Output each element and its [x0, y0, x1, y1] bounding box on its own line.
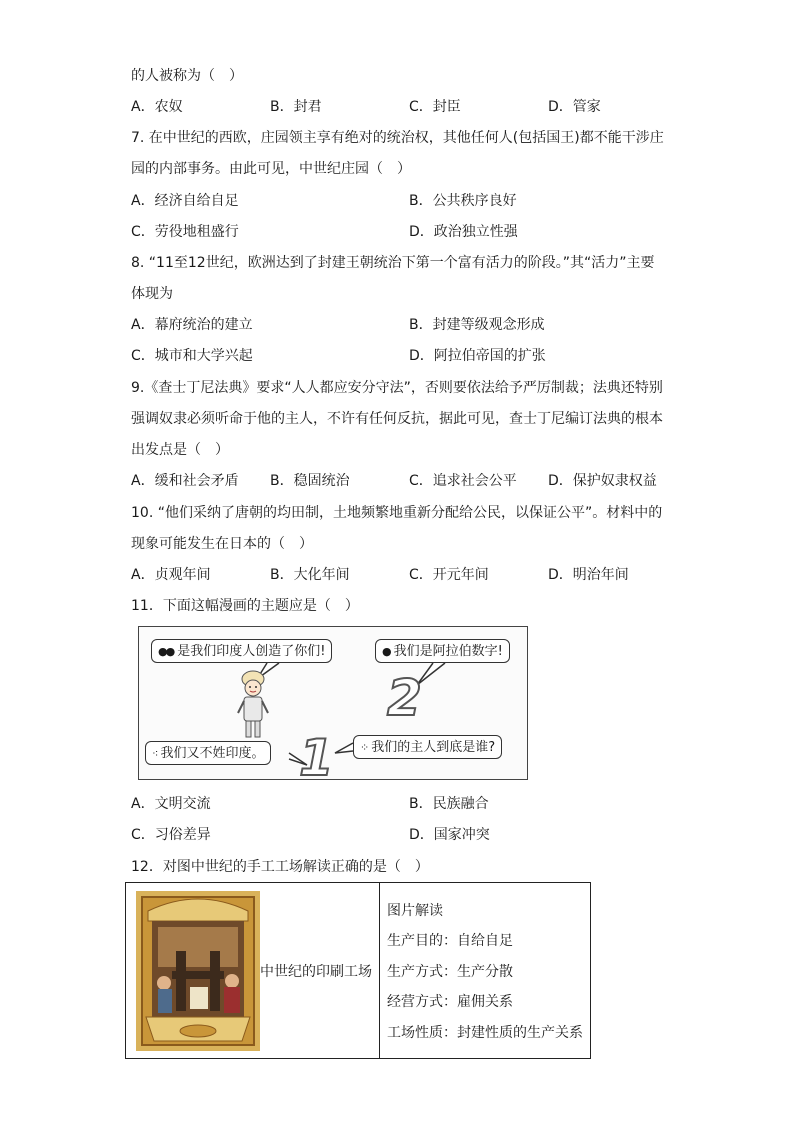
- q6-option-d[interactable]: D．管家: [548, 99, 601, 115]
- q12-picture-table: [125, 882, 591, 1059]
- digit-two: 2: [387, 669, 422, 727]
- q7-option-d[interactable]: D．政治独立性强: [409, 224, 518, 240]
- interpretation-row: 生产目的：自给自足: [387, 933, 513, 949]
- double-dot-icon: ●●: [158, 645, 174, 658]
- q9-option-a[interactable]: A．缓和社会矛盾: [131, 473, 239, 489]
- indian-figure-icon: [233, 669, 273, 741]
- q6-option-b[interactable]: B．封君: [270, 99, 322, 115]
- interpretation-row: 生产方式：生产分散: [387, 964, 513, 980]
- q10-option-c[interactable]: C．开元年间: [409, 567, 489, 583]
- q6-option-a[interactable]: A．农奴: [131, 99, 183, 115]
- dot-icon: ●: [382, 645, 390, 658]
- q11-option-d[interactable]: D．国家冲突: [409, 827, 490, 843]
- q8-stem-line2: 体现为: [131, 286, 173, 302]
- q10-option-d[interactable]: D．明治年间: [548, 567, 629, 583]
- q6-option-c[interactable]: C．封臣: [409, 99, 461, 115]
- interpretation-row: 经营方式：雇佣关系: [387, 994, 513, 1010]
- q10-option-a[interactable]: A．贞观年间: [131, 567, 211, 583]
- table-divider: [379, 883, 380, 1058]
- q7-option-a[interactable]: A．经济自给自足: [131, 193, 239, 209]
- q9-stem-line2: 强调奴隶必须听命于他的主人，不许有任何反抗，据此可见，查士丁尼编订法典的根本: [131, 411, 663, 427]
- q11-option-c[interactable]: C．习俗差异: [131, 827, 211, 843]
- q11-option-b[interactable]: B．民族融合: [409, 796, 489, 812]
- q6-stem-tail: 的人被称为（ ）: [131, 68, 243, 84]
- q8-option-a[interactable]: A．幕府统治的建立: [131, 317, 253, 333]
- comic-bubble-indian: ●● 是我们印度人创造了你们!: [151, 639, 332, 663]
- q9-option-d[interactable]: D．保护奴隶权益: [548, 473, 657, 489]
- comic-illustration: [138, 626, 528, 787]
- q9-option-c[interactable]: C．追求社会公平: [409, 473, 517, 489]
- comic-bubble-not-india: ⁖ 我们又不姓印度。: [145, 741, 271, 765]
- digit-one: 1: [299, 729, 334, 787]
- interpretation-row: 工场性质：封建性质的生产关系: [387, 1025, 583, 1041]
- q7-stem-line1: 7. 在中世纪的西欧，庄园领主享有绝对的统治权，其他任何人(包括国王)都不能干涉庄: [131, 130, 664, 146]
- q8-option-c[interactable]: C．城市和大学兴起: [131, 348, 253, 364]
- q11-stem: 11．下面这幅漫画的主题应是（ ）: [131, 598, 359, 614]
- q8-option-b[interactable]: B．封建等级观念形成: [409, 317, 545, 333]
- q7-stem-line2: 园的内部事务。由此可见，中世纪庄园（ ）: [131, 161, 411, 177]
- q10-option-b[interactable]: B．大化年间: [270, 567, 350, 583]
- q12-stem: 12．对图中世纪的手工工场解读正确的是（ ）: [131, 859, 429, 875]
- printing-workshop-caption: 中世纪的印刷工场: [260, 964, 372, 980]
- q7-option-b[interactable]: B．公共秩序良好: [409, 193, 517, 209]
- q8-stem-line1: 8. “11至12世纪，欧洲达到了封建王朝统治下第一个富有活力的阶段。”其“活力”主要: [131, 255, 655, 271]
- printing-workshop-image: [136, 891, 260, 1051]
- q9-option-b[interactable]: B．稳固统治: [270, 473, 350, 489]
- q10-stem-line2: 现象可能发生在日本的（ ）: [131, 536, 313, 552]
- comic-bubble-owner: ⁘ 我们的主人到底是谁?: [353, 735, 502, 759]
- triple-dot-icon: ⁖: [152, 747, 157, 760]
- comic-bubble-arabic: ● 我们是阿拉伯数字!: [375, 639, 510, 663]
- q11-option-a[interactable]: A．文明交流: [131, 796, 211, 812]
- q8-option-d[interactable]: D．阿拉伯帝国的扩张: [409, 348, 546, 364]
- q9-stem-line3: 出发点是（ ）: [131, 442, 229, 458]
- picture-interpretation-title: 图片解读: [387, 903, 443, 919]
- q7-option-c[interactable]: C．劳役地租盛行: [131, 224, 239, 240]
- q10-stem-line1: 10. “他们采纳了唐朝的均田制，土地频繁地重新分配给公民，以保证公平”。材料中的: [131, 505, 663, 521]
- q9-stem-line1: 9.《查士丁尼法典》要求“人人都应安分守法”，否则要依法给予严厉制裁；法典还特别: [131, 380, 663, 396]
- quad-dot-icon: ⁘: [360, 741, 368, 754]
